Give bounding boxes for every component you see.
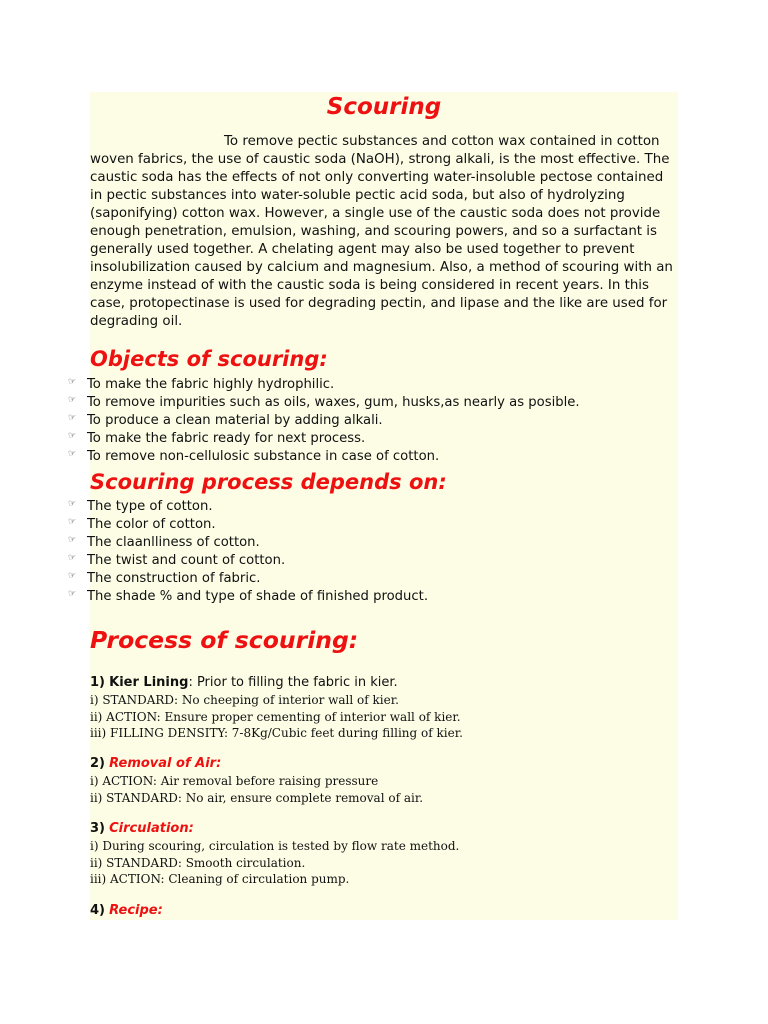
document-title: Scouring — [326, 94, 442, 120]
step-details: i) ACTION: Air removal before raising pressure ii) STANDARD: No air, ensure complete removal of air. — [90, 774, 424, 805]
intro-paragraph — [90, 133, 674, 331]
step-name: Recipe: — [109, 903, 163, 918]
pointing-hand-icon: ☞ — [68, 395, 77, 405]
pointing-hand-icon: ☞ — [68, 449, 77, 459]
pointing-hand-icon: ☞ — [68, 553, 77, 563]
list-item: ☞ To produce a clean material by adding alkali. — [68, 413, 383, 428]
list-item: ☞ The twist and count of cotton. — [68, 553, 286, 568]
list-item: ☞ The construction of fabric. — [68, 571, 261, 586]
pointing-hand-icon: ☞ — [68, 431, 77, 441]
step-name: Circulation: — [109, 821, 194, 836]
list-item: ☞ The type of cotton. — [68, 499, 213, 514]
step-name: Kier Lining — [109, 675, 189, 690]
list-item: ☞ The shade % and type of shade of finished product. — [68, 589, 429, 604]
objects-list — [68, 376, 580, 466]
pointing-hand-icon: ☞ — [68, 499, 77, 509]
step-name: Removal of Air: — [109, 756, 222, 771]
step-details: i) During scouring, circulation is tested by flow rate method. ii) STANDARD: Smooth circulation. iii) ACTION: Cleaning of circulation pump. — [90, 839, 460, 886]
process-heading: Process of scouring: — [90, 626, 359, 654]
step-kier-lining: 1) Kier Lining: Prior to filling the fabric in kier. — [90, 675, 398, 690]
list-item: ☞ To remove impurities such as oils, waxes, gum, husks,as nearly as posible. — [68, 395, 580, 410]
list-item: ☞ To make the fabric highly hydrophilic. — [68, 377, 335, 392]
list-item: ☞ The color of cotton. — [68, 517, 216, 532]
pointing-hand-icon: ☞ — [68, 517, 77, 527]
list-item: ☞ To make the fabric ready for next process. — [68, 431, 366, 446]
pointing-hand-icon: ☞ — [68, 535, 77, 545]
step-details: i) STANDARD: No cheeping of interior wall of kier. ii) ACTION: Ensure proper cementing of interior wall of kier. iii) FILLING DENSITY: 7-8Kg/Cubic feet during filling of kier. — [90, 693, 463, 740]
objects-heading: Objects of scouring: — [90, 347, 328, 371]
step-removal-of-air: 2) Removal of Air: — [90, 756, 222, 771]
pointing-hand-icon: ☞ — [68, 589, 77, 599]
step-circulation: 3) Circulation: — [90, 821, 194, 836]
step-recipe: 4) Recipe: — [90, 903, 163, 918]
depends-list — [68, 498, 428, 606]
intro-text: To remove pectic substances and cotton wax contained in cotton woven fabrics, the use of caustic soda (NaOH), strong alkali, is the most effective. The caustic soda has the effects of not only converting water-insoluble pectose contained in pectic substances into water-soluble pectic acid soda, but also of hydrolyzing (saponifying) cotton wax. However, a single use of the caustic soda does not provide enough penetration, emulsion, washing, and scouring powers, and so a surfactant is generally used together. A chelating agent may also be used together to prevent insolubilization caused by calcium and magnesium. Also, a method of scouring with an enzyme instead of with the caustic soda is being considered in recent years. In this case, protopectinase is used for degrading pectin, and lipase and the like are used for degrading oil. — [90, 134, 673, 329]
depends-heading: Scouring process depends on: — [90, 470, 447, 494]
list-item: ☞ The claanlliness of cotton. — [68, 535, 260, 550]
list-item: ☞ To remove non-cellulosic substance in case of cotton. — [68, 449, 440, 464]
pointing-hand-icon: ☞ — [68, 413, 77, 423]
pointing-hand-icon: ☞ — [68, 571, 77, 581]
pointing-hand-icon: ☞ — [68, 377, 77, 387]
